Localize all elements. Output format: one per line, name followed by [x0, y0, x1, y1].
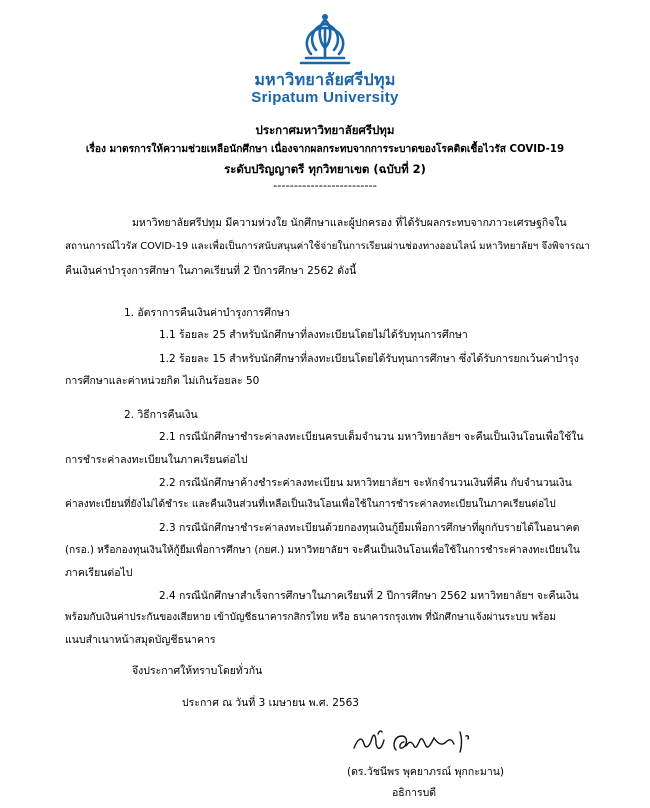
section-2-item-1-line-1: 2.1 กรณีนักศึกษาชำระค่าลงทะเบียนครบเต็มจำนวน มหาวิทยาลัยฯ จะคืนเป็นเงินโอนเพื่อใช้ใน	[159, 431, 584, 443]
intro-line-1: มหาวิทยาลัยศรีปทุม มีความห่วงใย นักศึกษาและผู้ปกครอง ที่ได้รับผลกระทบจากภาวะเศรษฐกิจใน	[132, 217, 567, 229]
section-2-item-4-line-1: 2.4 กรณีนักศึกษาสำเร็จการศึกษาในภาคเรียนที่ 2 ปีการศึกษา 2562 มหาวิทยาลัยฯ จะคืนเงิน	[159, 590, 579, 602]
section-2-item-4-line-3: แนบสำเนาหน้าสมุดบัญชีธนาคาร	[65, 634, 216, 646]
section-2-item-2-line-2: ค่าลงทะเบียนที่ยังไม่ได้ชำระ และคืนเงินส่วนที่เหลือเป็นเงินโอนเพื่อใช้ในการชำระค่าลงทะเบียนในภาคเรียนต่อไป	[65, 499, 556, 510]
announcement-date: ประกาศ ณ วันที่ 3 เมษายน พ.ศ. 2563	[182, 697, 359, 709]
university-logo	[0, 10, 650, 68]
announcement-title: ประกาศมหาวิทยาลัยศรีปทุม	[255, 123, 395, 137]
university-name-english: Sripatum University	[251, 89, 399, 106]
announcement-scope: ระดับปริญญาตรี ทุกวิทยาเขต (ฉบับที่ 2)	[224, 162, 426, 176]
section-2-item-4-line-2: พร้อมกับเงินค่าประกันของเสียหาย เข้าบัญชีธนาคารกสิกรไทย หรือ ธนาคารกรุงเทพ ที่นักศึกษาแจ้งผ่านระบบ พร้อม	[65, 612, 556, 623]
section-1-title: 1. อัตราการคืนเงินค่าบำรุงการศึกษา	[124, 307, 290, 319]
signer-name: (ดร.วัชนีพร พุคยาภรณ์ พุกกะมาน)	[347, 766, 504, 778]
intro-line-3: คืนเงินค่าบำรุงการศึกษา ในภาคเรียนที่ 2 ปีการศึกษา 2562 ดังนี้	[65, 265, 357, 277]
intro-line-2: สถานการณ์ไวรัส COVID-19 และเพื่อเป็นการสนับสนุนค่าใช้จ่ายในการเรียนผ่านช่องทางออนไลน์ มหาวิทยาลัยฯ จึงพิจารณา	[65, 241, 590, 252]
section-2-item-1-line-2: การชำระค่าลงทะเบียนในภาคเรียนต่อไป	[65, 454, 248, 466]
university-name-thai: มหาวิทยาลัยศรีปทุม	[254, 72, 396, 89]
handwritten-signature	[348, 724, 498, 764]
signer-title: อธิการบดี	[392, 787, 437, 799]
section-2-item-2-line-1: 2.2 กรณีนักศึกษาค้างชำระค่าลงทะเบียน มหาวิทยาลัยฯ จะหักจำนวนเงินที่คืน กับจำนวนเงิน	[159, 477, 572, 489]
section-2-item-3-line-3: ภาคเรียนต่อไป	[65, 567, 133, 579]
section-1-item-1: 1.1 ร้อยละ 25 สำหรับนักศึกษาที่ลงทะเบียนโดยไม่ได้รับทุนการศึกษา	[159, 329, 468, 341]
section-1-item-2-line-2: การศึกษาและค่าหน่วยกิต ไม่เกินร้อยละ 50	[65, 375, 260, 387]
closing-statement: จึงประกาศให้ทราบโดยทั่วกัน	[132, 665, 263, 677]
heading-separator: -------------------------	[273, 178, 377, 192]
sripatum-emblem-icon	[294, 10, 356, 68]
section-2-title: 2. วิธีการคืนเงิน	[124, 409, 198, 421]
section-1-item-2-line-1: 1.2 ร้อยละ 15 สำหรับนักศึกษาที่ลงทะเบียนโดยได้รับทุนการศึกษา ซึ่งได้รับการยกเว้นค่าบำรุง	[159, 353, 579, 365]
section-2-item-3-line-1: 2.3 กรณีนักศึกษาชำระค่าลงทะเบียนด้วยกองทุนเงินกู้ยืมเพื่อการศึกษาที่ผูกกับรายได้ในอนาคต	[159, 522, 580, 534]
section-2-item-3-line-2: (กรอ.) หรือกองทุนเงินให้กู้ยืมเพื่อการศึกษา (กยศ.) มหาวิทยาลัยฯ จะคืนเป็นเงินโอนเพื่อใช้ในการชำระค่าลงทะเบียนใน	[65, 545, 580, 556]
announcement-subject: เรื่อง มาตรการให้ความช่วยเหลือนักศึกษา เนื่องจากผลกระทบจากการระบาดของโรคติดเชื้อไวรัส COVID-19	[85, 144, 565, 155]
